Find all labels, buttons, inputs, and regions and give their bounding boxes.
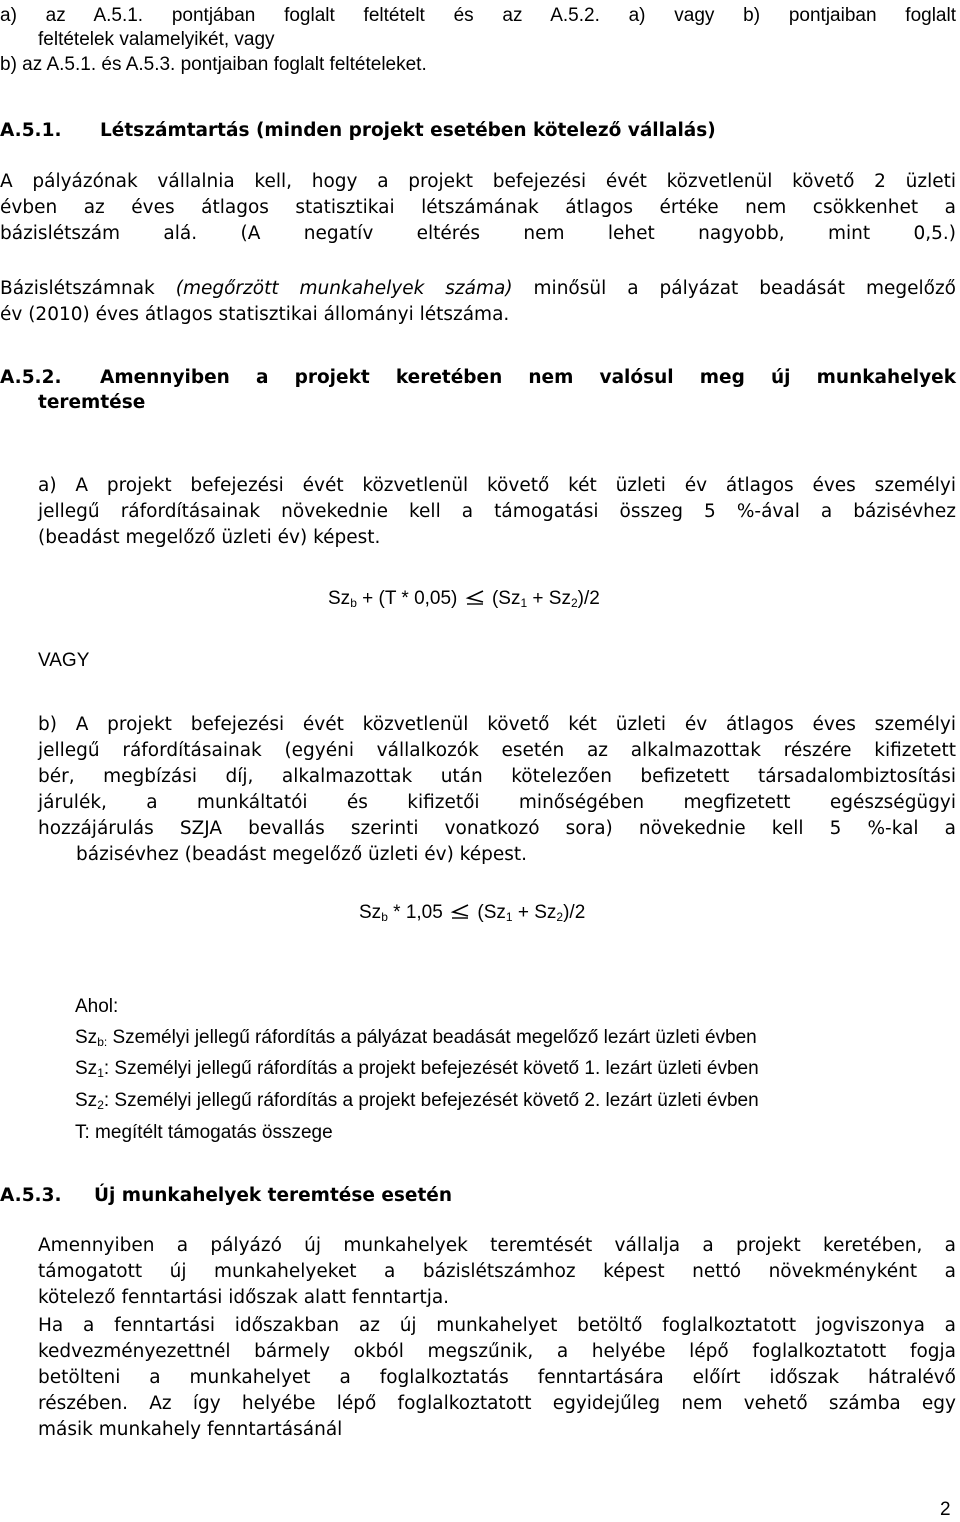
text-line — [0, 276, 956, 302]
section-number: A.5.2. — [0, 367, 62, 388]
text-line: jellegű ráfordításainak növekednie kell a támogatási összeg 5 %-ával a bázisévhez — [38, 501, 956, 522]
bazis-rest: minősül a pályázat beadását megelőző — [533, 278, 956, 299]
text-line: b) A projekt befejezési évét közvetlenül követő két üzleti év átlagos éves személyi — [38, 714, 956, 735]
text-line: részében. Az így helyébe lépő foglalkoztatott egyidejűleg nem vehető számba egy — [38, 1393, 956, 1414]
heading-line: Amennyiben a projekt keretében nem valósul meg új munkahelyek — [100, 367, 956, 388]
text-line: kötelező fenntartási időszak alatt fenntartja. — [38, 1287, 450, 1308]
definition-item: $Sz_{b:}$ Személyi jellegű ráfordítás a pályázat beadását megelőző lezárt üzleti évben — [75, 1027, 757, 1049]
text-line: évben az éves átlagos statisztikai létszámának átlagos értéke nem csökkenhet a — [0, 197, 956, 218]
intro-line: feltételek valamelyikét, vagy — [38, 29, 275, 50]
section-heading — [100, 365, 956, 391]
text-line: Amennyiben a pályázó új munkahelyek teremtését vállalja a projekt keretében, a — [38, 1235, 956, 1256]
vagy-separator: VAGY — [38, 650, 90, 671]
page-number: 2 — [940, 1499, 951, 1520]
text-line: jellegű ráfordításainak (egyéni vállalkozók esetén az alkalmazottak részére kifizetett — [38, 740, 956, 761]
text-line: hozzájárulás SZJA bevallás szerinti vonatkozó sora) növekednie kell 5 %-kal a — [38, 818, 956, 839]
text-line: a) A projekt befejezési évét közvetlenül követő két üzleti év átlagos éves személyi — [38, 475, 956, 496]
s1-paragraph-1 — [0, 169, 956, 247]
less-or-equal-icon — [465, 589, 485, 605]
formula-b: $Sz_b * 1,05$ $(Sz_1 + Sz_2)/2$ — [359, 902, 586, 924]
section-number: A.5.3. — [0, 1185, 62, 1206]
ahol-label: Ahol: — [75, 996, 119, 1017]
intro-line: a) az A.5.1. pontjában foglalt feltételt és az A.5.2. a) vagy b) pontjaiban foglalt — [0, 5, 956, 26]
text-line: (beadást megelőző üzleti év) képest. — [38, 527, 381, 548]
intro-block — [0, 3, 956, 29]
text-line: bér, megbízási díj, alkalmazottak után kötelezően befizetett társadalombiztosítási — [38, 766, 956, 787]
definition-item: T: megítélt támogatás összege — [75, 1122, 333, 1143]
text-line: A pályázónak vállalnia kell, hogy a projekt befejezési évét közvetlenül követő 2 üzleti — [0, 171, 956, 192]
bazis-term: Bázislétszámnak — [0, 278, 155, 299]
text-line: bázisévhez (beadást megelőző üzleti év) képest. — [76, 844, 528, 865]
less-or-equal-icon — [450, 903, 470, 919]
text-line: járulék, a munkáltatói és kifizetői minőségében megfizetett egészségügyi — [38, 792, 956, 813]
text-line: betölteni a munkahelyet a foglalkoztatás fenntartására előírt időszak hátralévő — [38, 1367, 956, 1388]
text-line: támogatott új munkahelyeket a bázislétszámhoz képest nettó növekményként a — [38, 1261, 956, 1282]
text-line: Ha a fenntartási időszakban az új munkahelyet betöltő foglalkoztatott jogviszonya a — [38, 1315, 956, 1336]
formula-a: $Sz_b + (T * 0,05)$ $(Sz_1 + Sz_2)/2$ — [328, 588, 600, 610]
s2-option-b — [38, 712, 956, 868]
definition-item: $Sz_1$: Személyi jellegű ráfordítás a projekt befejezését követő 1. lezárt üzleti évben — [75, 1058, 759, 1080]
section-heading-line2: teremtése — [38, 392, 146, 413]
s1-paragraph-2 — [0, 276, 956, 328]
text-line: bázislétszám alá. (A negatív eltérés nem lehet nagyobb, mint 0,5.) — [0, 223, 956, 244]
s3-paragraph-1 — [38, 1233, 956, 1311]
bazis-italic: (megőrzött munkahelyek száma) — [175, 278, 513, 299]
section-heading: Új munkahelyek teremtése esetén — [94, 1185, 453, 1206]
intro-line: b) az A.5.1. és A.5.3. pontjaiban foglalt feltételeket. — [0, 54, 427, 75]
s2-option-a — [38, 473, 956, 551]
section-heading: Létszámtartás (minden projekt esetében kötelező vállalás) — [100, 120, 716, 141]
s3-paragraph-2 — [38, 1313, 956, 1443]
text-line: kedvezményezettnél bármely okból megszűnik, a helyébe lépő foglalkoztatott fogja — [38, 1341, 956, 1362]
text-line: másik munkahely fenntartásánál — [38, 1419, 343, 1440]
definition-item: $Sz_2$: Személyi jellegű ráfordítás a projekt befejezését követő 2. lezárt üzleti évben — [75, 1090, 759, 1112]
text-line: év (2010) éves átlagos statisztikai állományi létszáma. — [0, 304, 510, 325]
section-number: A.5.1. — [0, 120, 62, 141]
